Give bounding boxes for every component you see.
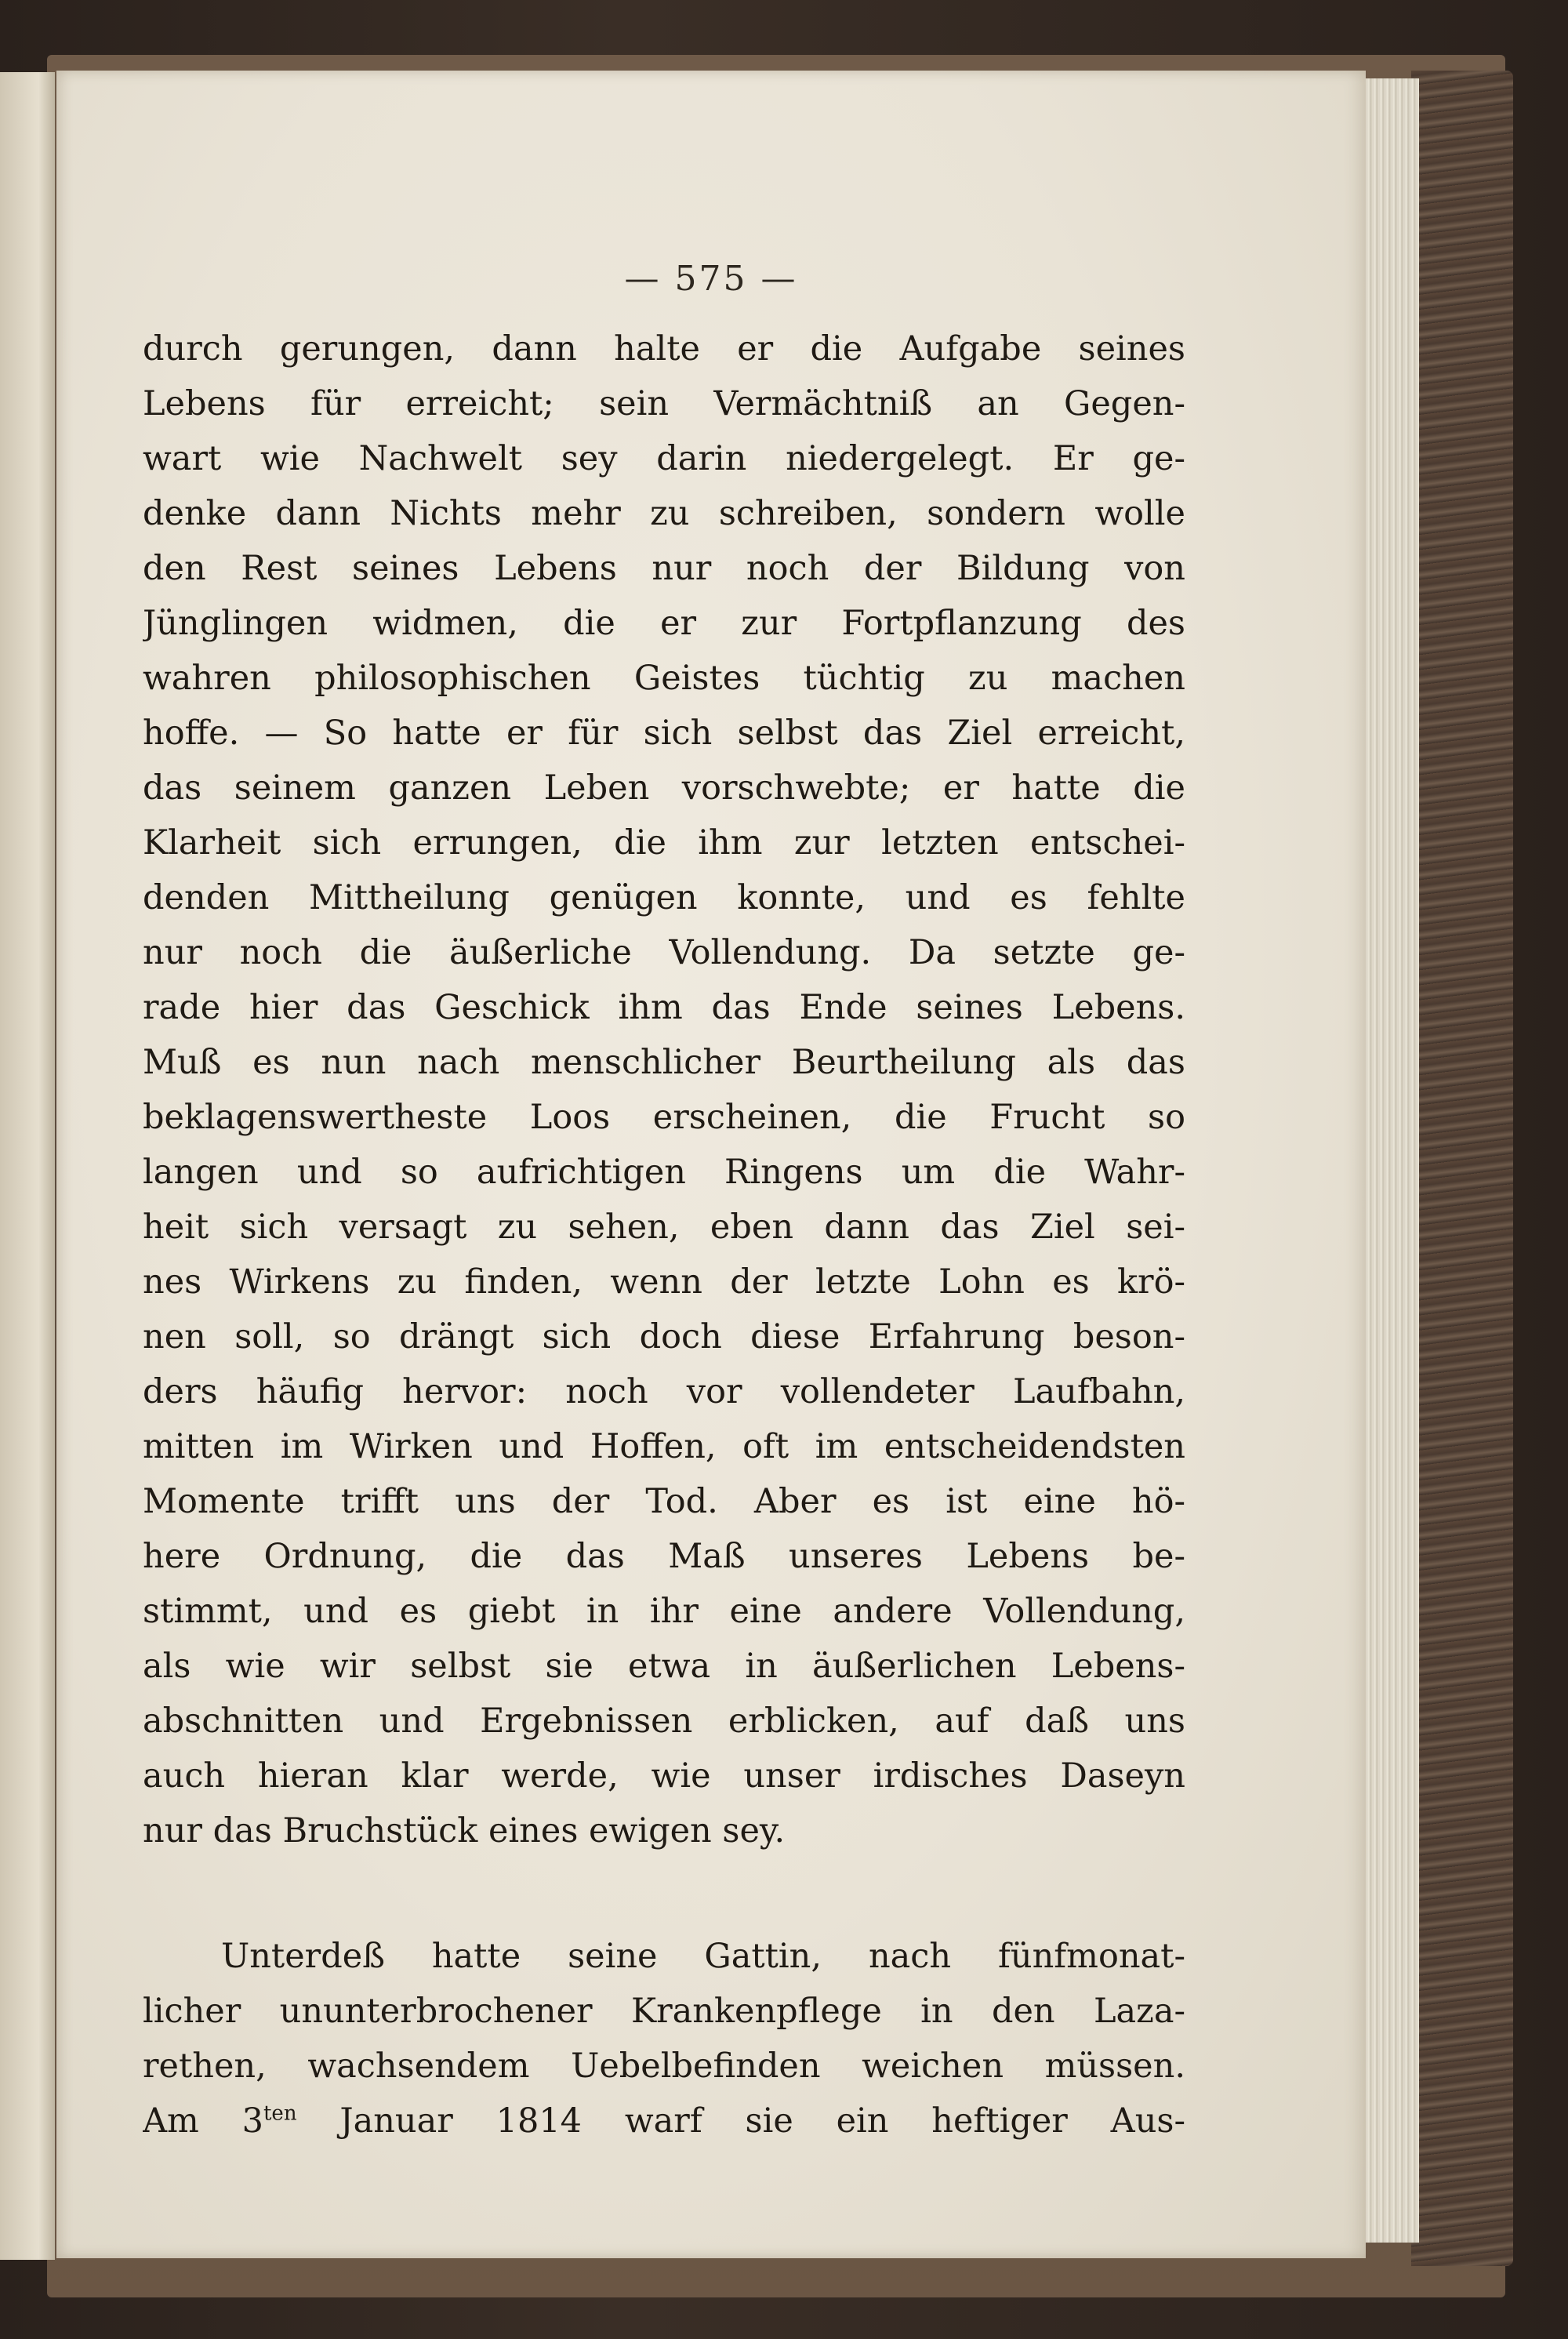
text-line: Klarheit sich errungen, die ihm zur letzten entschei-: [143, 823, 1185, 863]
text-line: Momente trifft uns der Tod. Aber es ist eine hö-: [143, 1482, 1185, 1521]
text-line: durch gerungen, dann halte er die Aufgabe seines: [143, 329, 1185, 369]
text-line: als wie wir selbst sie etwa in äußerlichen Lebens-: [143, 1647, 1185, 1686]
text-block: [143, 321, 1185, 2148]
text-line: beklagenswertheste Loos erscheinen, die Frucht so: [143, 1098, 1185, 1137]
text-line: nur das Bruchstück eines ewigen sey.: [143, 1811, 786, 1850]
text-line: Jünglingen widmen, die er zur Fortpflanzung des: [143, 604, 1185, 643]
page-stack-edge: [1360, 78, 1419, 2243]
book-page: [56, 71, 1366, 2258]
text-line: auch hieran klar werde, wie unser irdisches Daseyn: [143, 1756, 1185, 1796]
text-line: denke dann Nichts mehr zu schreiben, sondern wolle: [143, 494, 1185, 533]
text-line-date: [143, 2094, 1185, 2148]
page-number: — 575 —: [624, 259, 798, 299]
text-line: nur noch die äußerliche Vollendung. Da setzte ge-: [143, 933, 1185, 972]
date-superscript: ten: [263, 2101, 297, 2126]
text-line: Muß es nun nach menschlicher Beurtheilung als das: [143, 1043, 1185, 1082]
text-line: wahren philosophischen Geistes tüchtig zu machen: [143, 659, 1185, 698]
paragraph-gap: [143, 1858, 1185, 1929]
text-line: Unterdeß hatte seine Gattin, nach fünfmonat-: [221, 1937, 1185, 1976]
text-line: rade hier das Geschick ihm das Ende seines Lebens.: [143, 988, 1185, 1027]
text-line: ders häufig hervor: noch vor vollendeter Laufbahn,: [143, 1372, 1185, 1411]
marbled-cover: [1411, 71, 1513, 2266]
text-line: stimmt, und es giebt in ihr eine andere Vollendung,: [143, 1592, 1185, 1631]
text-line: das seinem ganzen Leben vorschwebte; er hatte die: [143, 768, 1185, 808]
text-line: wart wie Nachwelt sey darin niedergelegt. Er ge-: [143, 439, 1185, 478]
text-line: licher ununterbrochener Krankenpflege in den Laza-: [143, 1992, 1185, 2031]
text-line: nes Wirkens zu finden, wenn der letzte Lohn es krö-: [143, 1262, 1185, 1302]
text-line: hoffe. — So hatte er für sich selbst das Ziel erreicht,: [143, 714, 1185, 753]
text-line: Lebens für erreicht; sein Vermächtniß an Gegen-: [143, 384, 1185, 423]
previous-page-edge: [0, 72, 55, 2260]
date-rest: Januar 1814 warf sie ein heftiger Aus-: [296, 2101, 1185, 2141]
text-line: den Rest seines Lebens nur noch der Bildung von: [143, 549, 1185, 588]
text-line: nen soll, so drängt sich doch diese Erfahrung beson-: [143, 1317, 1185, 1357]
text-line: langen und so aufrichtigen Ringens um die Wahr-: [143, 1153, 1185, 1192]
text-line: here Ordnung, die das Maß unseres Lebens be-: [143, 1537, 1185, 1576]
text-line: denden Mittheilung genügen konnte, und es fehlte: [143, 878, 1185, 917]
text-line: heit sich versagt zu sehen, eben dann das Ziel sei-: [143, 1208, 1185, 1247]
date-day: Am 3: [143, 2101, 263, 2141]
text-line: rethen, wachsendem Uebelbefinden weichen müssen.: [143, 2047, 1185, 2086]
text-line: abschnitten und Ergebnissen erblicken, auf daß uns: [143, 1702, 1185, 1741]
text-line: mitten im Wirken und Hoffen, oft im entscheidendsten: [143, 1427, 1185, 1466]
